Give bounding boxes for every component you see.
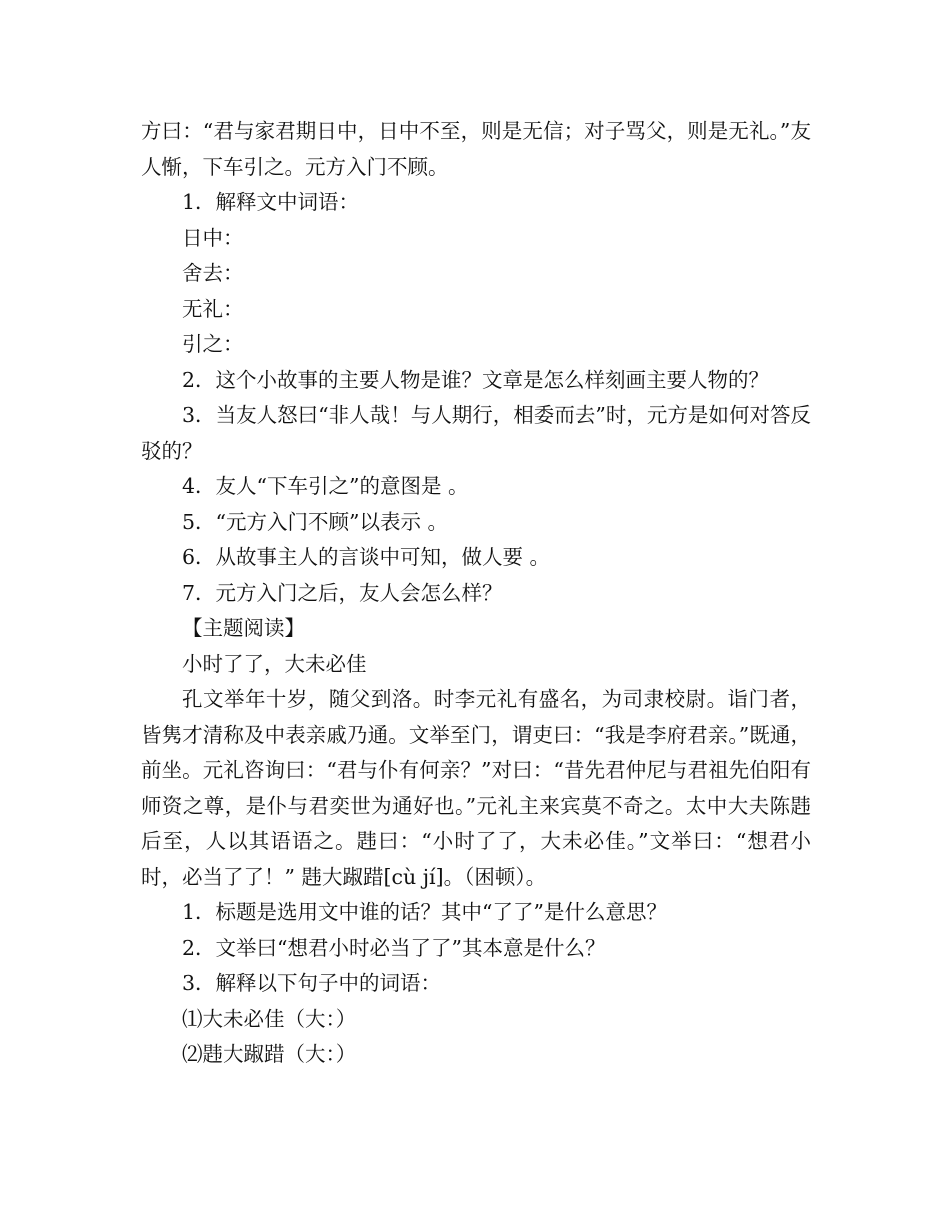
term-sheqiu: 舍去： [182,261,244,285]
section-heading-theme-reading: 【主题阅读】 [182,616,305,640]
question-3: 3．当友人怒曰“非人哉！与人期行，相委而去”时，元方是如何对答反驳的？ [141,403,811,463]
question-6: 6．从故事主人的言谈中可知，做人要 。 [182,545,551,569]
question-4: 4．友人“下车引之”的意图是 。 [182,474,469,498]
story-body: 孔文举年十岁，随父到洛。时李元礼有盛名，为司隶校尉。诣门者，皆隽才清称及中表亲戚乃通。文举至门，谓吏曰：“我是李府君亲。”既通，前坐。元礼咨询曰：“君与仆有何亲？”对曰：“昔先君仲尼与君祖先伯阳有师资之尊，是仆与君奕世为通好也。”元礼主来宾莫不奇之。太中大夫陈韪后至，人以其语语之。韪曰：“小时了了，大未必佳。”文举曰：“想君小时，必当了了！” 韪大踧踖[cù jí]。（困顿）。 [141,687,811,889]
question-7: 7．元方入门之后，友人会怎么样？ [182,580,503,605]
sub-question-2: ⑵韪大踧踖（大：） [182,1042,357,1066]
question-b1: 1．标题是选用文中谁的话？其中“了了”是什么意思？ [182,900,668,924]
question-b3: 3．解释以下句子中的词语： [182,971,442,995]
term-yinzhi: 引之： [182,332,244,356]
story-title: 小时了了，大未必佳 [182,651,367,676]
term-wuli: 无礼： [182,296,244,321]
sub-question-1: ⑴大未必佳（大：） [182,1006,357,1031]
document-body [141,114,811,1073]
question-5: 5．“元方入门不顾”以表示 。 [182,509,449,534]
paragraph-story-ending: 方曰：“君与家君期日中，日中不至，则是无信；对子骂父，则是无礼。”友人惭，下车引之。元方入门不顾。 [141,119,811,179]
question-2: 2．这个小故事的主要人物是谁？文章是怎么样刻画主要人物的？ [182,367,770,392]
term-rizhong: 日中： [182,225,244,250]
question-b2: 2．文举曰“想君小时必当了了”其本意是什么？ [182,935,606,960]
question-1-heading: 1．解释文中词语： [182,190,360,214]
